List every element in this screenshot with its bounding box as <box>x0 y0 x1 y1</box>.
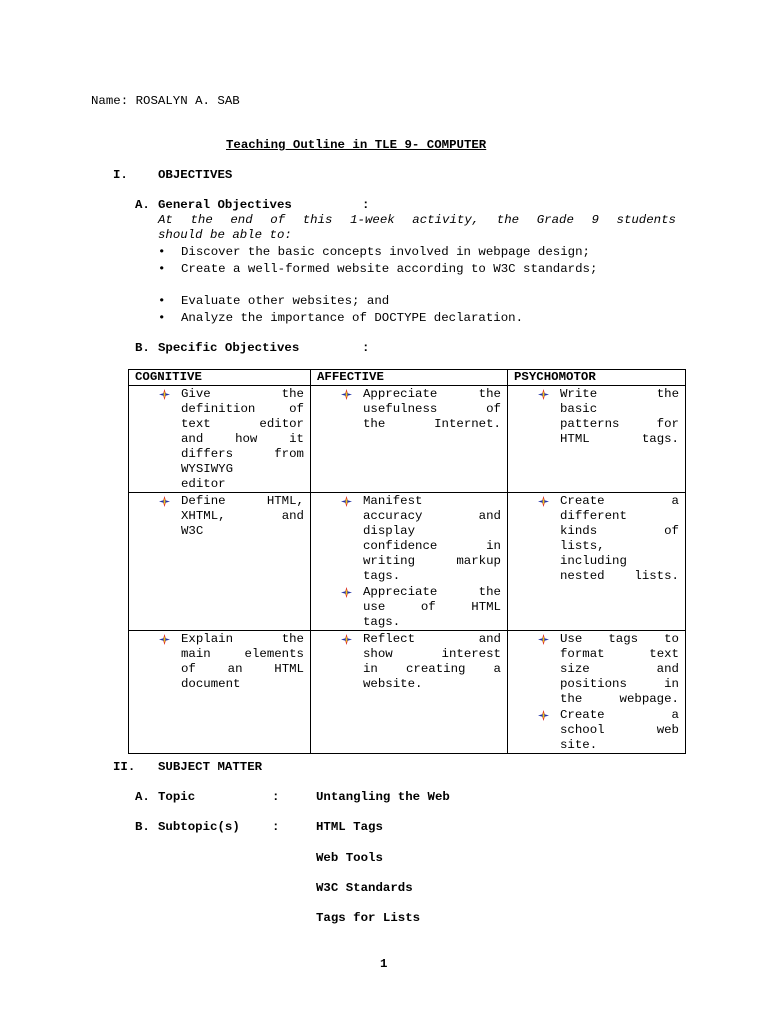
objective-line: school web <box>560 723 679 737</box>
objective-line: WYSIWYG <box>181 462 234 476</box>
objective-line: Create a <box>560 708 679 722</box>
objective-line: of an HTML <box>181 662 304 676</box>
topic-colon: : <box>272 790 280 804</box>
arrow-marker-icon <box>538 389 549 400</box>
objective-line: Manifest <box>363 494 423 508</box>
objective-line: size and <box>560 662 679 676</box>
page-number: 1 <box>380 957 388 971</box>
bullet-dot-icon: • <box>158 262 166 276</box>
section-heading-objectives: OBJECTIVES <box>158 168 233 182</box>
arrow-marker-icon <box>341 634 352 645</box>
objective-line: Appreciate the <box>363 387 501 401</box>
objective-line: and how it <box>181 432 304 446</box>
subtopic-colon: : <box>272 820 280 834</box>
topic-letter: A. <box>135 790 150 804</box>
section-numeral-subject: II. <box>113 760 136 774</box>
objective-item <box>508 387 685 447</box>
objective-item <box>129 494 310 539</box>
objective-line: Define HTML, <box>181 494 304 508</box>
cell-affective <box>311 386 508 493</box>
general-intro-line2: should be able to: <box>158 228 292 242</box>
arrow-marker-icon <box>538 496 549 507</box>
table-row <box>129 386 686 493</box>
cell-affective <box>311 631 508 754</box>
objective-item <box>508 708 685 753</box>
arrow-marker-icon <box>341 389 352 400</box>
objective-line: including <box>560 554 627 568</box>
specific-objectives-colon: : <box>362 341 370 355</box>
subtopic-label: Subtopic(s) <box>158 820 240 834</box>
subtopic-value: W3C Standards <box>316 881 413 895</box>
objective-item <box>129 632 310 692</box>
objective-line: the webpage. <box>560 692 679 706</box>
arrow-marker-icon <box>159 389 170 400</box>
subtopic-value: Tags for Lists <box>316 911 421 925</box>
objective-line: Use tags to <box>560 632 679 646</box>
section-numeral-objectives: I. <box>113 168 128 182</box>
cell-psychomotor <box>508 386 686 493</box>
cell-psychomotor <box>508 631 686 754</box>
objective-line: positions in <box>560 677 679 691</box>
objective-line: tags. <box>363 569 401 583</box>
cell-cognitive <box>129 493 311 631</box>
bullet-dot-icon: • <box>158 294 166 308</box>
objective-line: the Internet. <box>363 417 501 431</box>
objective-line: Appreciate the <box>363 585 501 599</box>
objective-item <box>508 494 685 584</box>
objective-item <box>311 585 507 630</box>
objective-line: different <box>560 509 627 523</box>
specific-objectives-letter: B. <box>135 341 150 355</box>
objective-line: website. <box>363 677 423 691</box>
table-row <box>129 631 686 754</box>
header-psychomotor: PSYCHOMOTOR <box>508 370 686 386</box>
arrow-marker-icon <box>159 634 170 645</box>
objective-line: confidence in <box>363 539 501 553</box>
name-line <box>91 94 240 109</box>
subtopic-letter: B. <box>135 820 150 834</box>
arrow-marker-icon <box>538 710 549 721</box>
objective-line: Explain the <box>181 632 304 646</box>
subtopic-value: Web Tools <box>316 851 383 865</box>
objective-line: Create a <box>560 494 679 508</box>
objective-line: differs from <box>181 447 304 461</box>
topic-value: Untangling the Web <box>316 790 450 804</box>
objective-line: use of HTML <box>363 600 501 614</box>
arrow-marker-icon <box>341 587 352 598</box>
objective-line: lists, <box>560 539 605 553</box>
objective-line: writing markup <box>363 554 501 568</box>
general-objectives-letter: A. <box>135 198 150 212</box>
cell-affective <box>311 493 508 631</box>
objective-line: HTML tags. <box>560 432 679 446</box>
table-row <box>129 493 686 631</box>
cell-cognitive <box>129 631 311 754</box>
objective-line: site. <box>560 738 598 752</box>
objective-line: basic <box>560 402 598 416</box>
arrow-marker-icon <box>159 496 170 507</box>
objective-line: display <box>363 524 416 538</box>
page-title: Teaching Outline in TLE 9- COMPUTER <box>226 138 487 152</box>
name-value: ROSALYN A. SAB <box>135 94 240 108</box>
objective-line: W3C <box>181 524 204 538</box>
objective-line: text editor <box>181 417 304 431</box>
objective-line: Give the <box>181 387 304 401</box>
bullet-dot-icon: • <box>158 311 166 325</box>
objective-line: document <box>181 677 241 691</box>
subtopic-value: HTML Tags <box>316 820 383 834</box>
objective-line: patterns for <box>560 417 679 431</box>
objective-item <box>311 387 507 432</box>
objective-item <box>508 632 685 707</box>
objective-item <box>311 494 507 584</box>
bullet-dot-icon: • <box>158 245 166 259</box>
objective-line: Reflect and <box>363 632 501 646</box>
topic-label: Topic <box>158 790 196 804</box>
objective-item <box>311 632 507 692</box>
objective-line: main elements <box>181 647 304 661</box>
header-affective: AFFECTIVE <box>311 370 508 386</box>
arrow-marker-icon <box>538 634 549 645</box>
objective-line: editor <box>181 477 226 491</box>
table-header-row <box>129 370 686 386</box>
name-label: Name: <box>91 94 129 108</box>
objective-line: format text <box>560 647 679 661</box>
objective-line: kinds of <box>560 524 679 538</box>
header-cognitive: COGNITIVE <box>129 370 311 386</box>
objective-line: tags. <box>363 615 401 629</box>
cell-psychomotor <box>508 493 686 631</box>
objective-line: accuracy and <box>363 509 501 523</box>
general-objectives-heading: General Objectives <box>158 198 292 212</box>
specific-objectives-heading: Specific Objectives <box>158 341 300 355</box>
objective-line: usefulness of <box>363 402 501 416</box>
objectives-table <box>128 369 686 754</box>
objective-line: Write the <box>560 387 679 401</box>
objective-line: nested lists. <box>560 569 679 583</box>
section-heading-subject: SUBJECT MATTER <box>158 760 263 774</box>
general-intro-line1: At the end of this 1-week activity, the Grade 9 students <box>158 213 676 227</box>
general-objectives-colon: : <box>362 198 370 212</box>
objective-line: definition of <box>181 402 304 416</box>
objective-item <box>129 387 310 492</box>
objective-line: show interest <box>363 647 501 661</box>
objective-line: XHTML, and <box>181 509 304 523</box>
arrow-marker-icon <box>341 496 352 507</box>
cell-cognitive <box>129 386 311 493</box>
objective-line: in creating a <box>363 662 501 676</box>
